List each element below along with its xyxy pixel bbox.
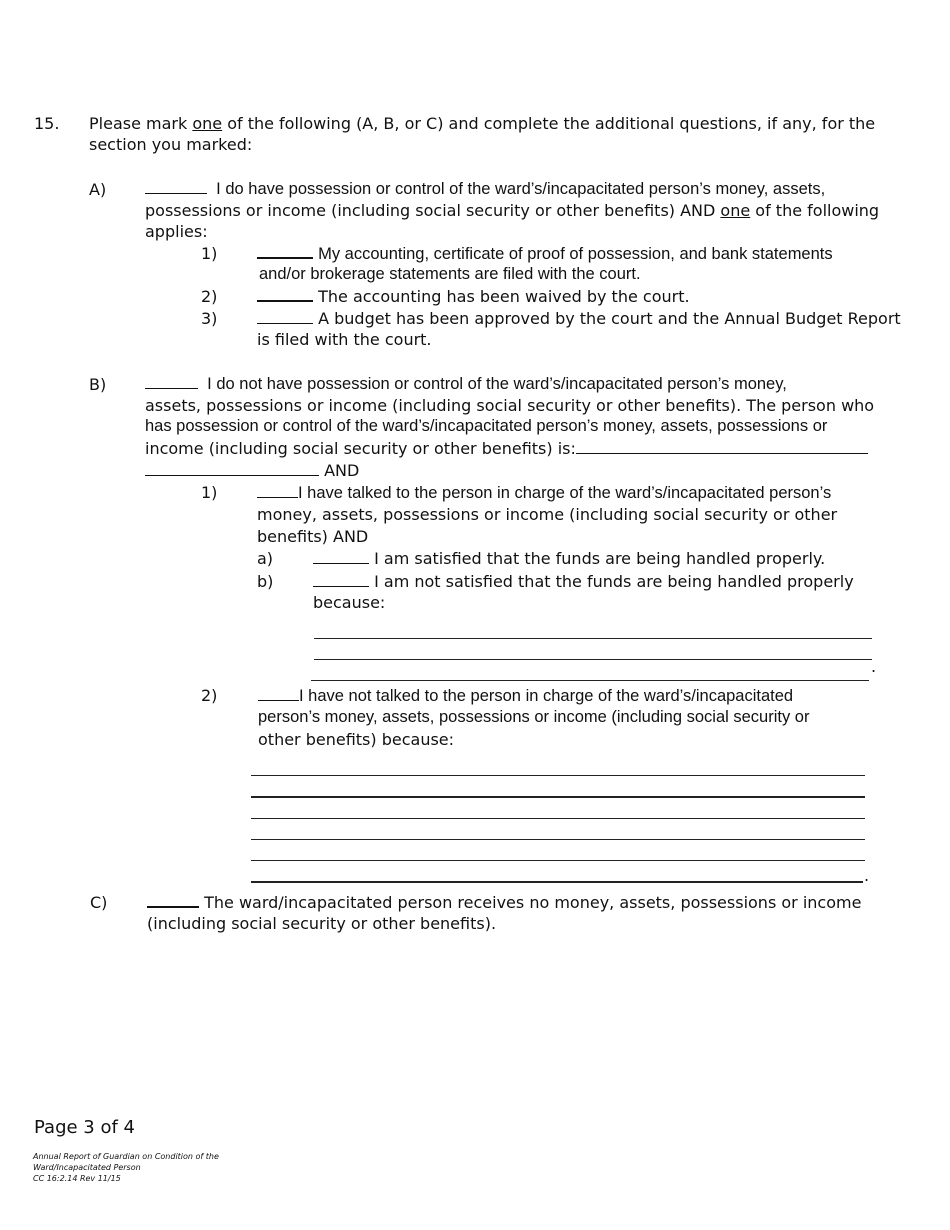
section-b-sub-b-label: b): [257, 572, 274, 591]
form-title-line2: Ward/Incapacitated Person: [33, 1163, 141, 1172]
section-b-line3: has possession or control of the ward’s/incapacitated person’s money, assets, possessions or: [145, 417, 828, 435]
section-a-item3-line1: A budget has been approved by the court and the Annual Budget Report: [257, 308, 901, 329]
section-b-and-line: AND: [145, 460, 359, 481]
form-title-line1: Annual Report of Guardian on Condition of the: [33, 1152, 219, 1161]
section-b-sub-b-blank[interactable]: [313, 572, 369, 587]
section-c-label: C): [90, 893, 108, 912]
explanation-line[interactable]: [251, 860, 865, 861]
section-b-line1: I do not have possession or control of the ward’s/incapacitated person’s money,: [145, 374, 787, 395]
section-a-item1-blank[interactable]: [257, 243, 313, 259]
explanation-line[interactable]: [251, 775, 865, 776]
section-a-item3-line2: is filed with the court.: [257, 330, 432, 349]
section-c-line1: The ward/incapacitated person receives no money, assets, possessions or income: [147, 892, 861, 913]
section-b-item1-line1: I have talked to the person in charge of the ward’s/incapacitated person’s: [257, 482, 831, 504]
person-in-control-field[interactable]: [576, 439, 868, 454]
section-b-sub-a-label: a): [257, 549, 274, 568]
section-a-line2: possessions or income (including social security or other benefits) AND one of the following: [145, 201, 880, 220]
explanation-line[interactable]: [251, 818, 865, 819]
section-a-item1-line2: and/or brokerage statements are filed with the court.: [259, 265, 641, 283]
section-b-sub-b-line2: because:: [313, 593, 386, 612]
section-b-sub-a-blank[interactable]: [313, 549, 369, 564]
reason-line[interactable]: [314, 659, 872, 660]
question-instruction-line2: section you marked:: [89, 135, 253, 154]
explanation-period: .: [864, 866, 870, 885]
person-in-control-field-continued[interactable]: [145, 461, 319, 476]
section-c-line2: (including social security or other benefits).: [147, 914, 497, 933]
section-b-item1-line2: money, assets, possessions or income (including social security or other: [257, 505, 838, 524]
reason-period: .: [871, 657, 877, 676]
section-b-item1-line3: benefits) AND: [257, 527, 369, 546]
section-a-item2-blank[interactable]: [257, 286, 313, 302]
section-a-item2-number: 2): [201, 287, 218, 306]
section-a-item3-blank[interactable]: [257, 309, 313, 324]
explanation-line[interactable]: [251, 796, 865, 798]
explanation-line[interactable]: [251, 881, 863, 883]
section-b-item1-number: 1): [201, 483, 218, 502]
section-a-item1-line1: My accounting, certificate of proof of possession, and bank statements: [257, 243, 833, 265]
section-b-item2-line2: person’s money, assets, possessions or income (including social security or: [258, 708, 810, 726]
emphasis-one: one: [192, 114, 223, 133]
reason-line[interactable]: [314, 638, 872, 639]
emphasis-one: one: [720, 201, 751, 220]
section-b-item2-line3: other benefits) because:: [258, 730, 455, 749]
section-a-label: A): [89, 180, 107, 199]
page-number: Page 3 of 4: [34, 1117, 135, 1138]
section-b-item2-blank[interactable]: [258, 686, 299, 701]
section-b-checkbox-blank[interactable]: [145, 374, 198, 389]
section-b-line4: income (including social security or other benefits) is:: [145, 438, 868, 459]
section-c-checkbox-blank[interactable]: [147, 892, 199, 908]
section-b-item2-number: 2): [201, 686, 218, 705]
reason-line[interactable]: [311, 680, 869, 681]
section-a-item1-number: 1): [201, 244, 218, 263]
explanation-line[interactable]: [251, 839, 865, 840]
section-a-item3-number: 3): [201, 309, 218, 328]
section-a-line3: applies:: [145, 222, 208, 241]
section-b-line2: assets, possessions or income (including social security or other benefits). The person who: [145, 396, 875, 415]
question-instruction-line1: Please mark one of the following (A, B, or C) and complete the additional questions, if any, for the: [89, 114, 876, 133]
section-a-line1: I do have possession or control of the ward’s/incapacitated person’s money, assets,: [145, 179, 825, 200]
section-b-item2-line1: I have not talked to the person in charge of the ward’s/incapacitated: [258, 685, 793, 707]
section-b-label: B): [89, 375, 107, 394]
section-b-item1-blank[interactable]: [257, 483, 298, 498]
section-a-item2-line1: The accounting has been waived by the court.: [257, 286, 690, 307]
section-a-checkbox-blank[interactable]: [145, 179, 207, 194]
section-b-sub-b-line1: I am not satisfied that the funds are being handled properly: [313, 571, 854, 592]
question-number: 15.: [34, 114, 60, 133]
section-b-sub-a-line: I am satisfied that the funds are being handled properly.: [313, 548, 825, 569]
form-code: CC 16:2.14 Rev 11/15: [33, 1174, 121, 1183]
